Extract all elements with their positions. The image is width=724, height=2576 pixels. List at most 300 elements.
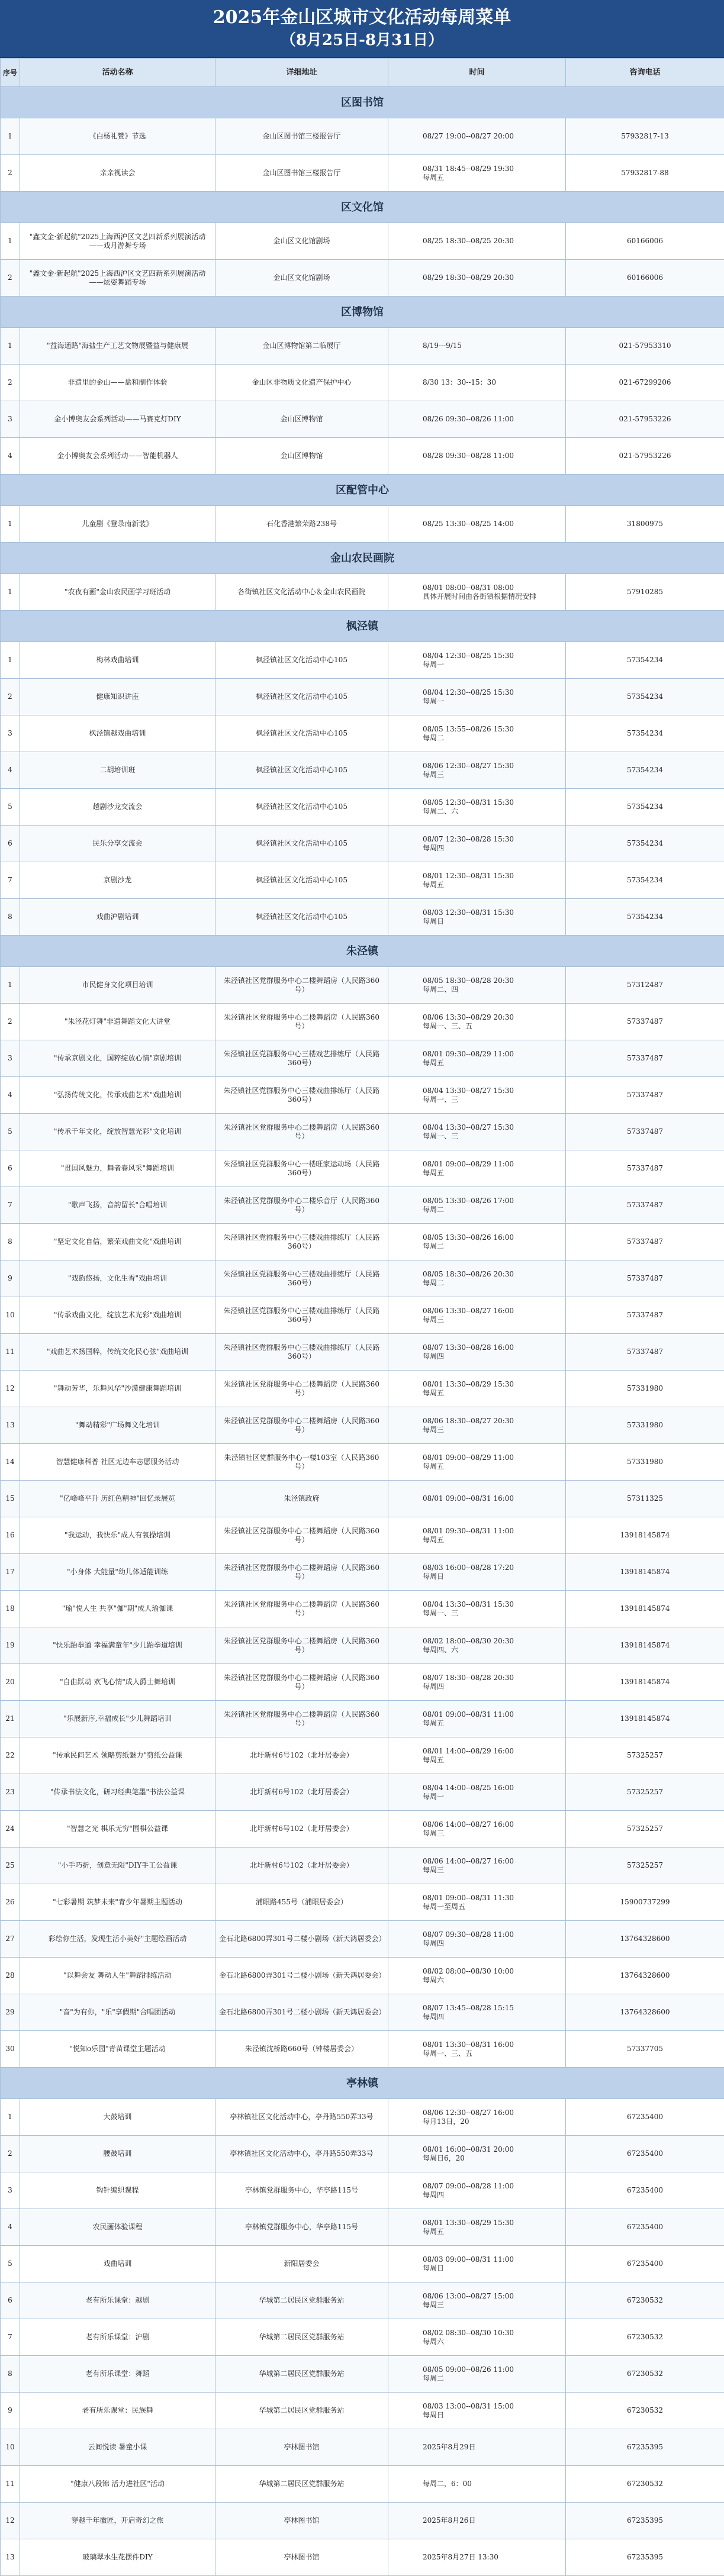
table-row (1, 1334, 724, 1371)
address-cell: 亭林镇党群服务中心，华亭路115号 (215, 2209, 388, 2246)
header-address: 详细地址 (215, 59, 388, 87)
address-cell: 华城第二居民区党群服务站 (215, 2282, 388, 2319)
section-header (1, 2068, 724, 2099)
activity-name-cell: 老有所乐课堂：民族舞 (20, 2393, 215, 2429)
address-cell: 金山区非物质文化遗产保护中心 (215, 365, 388, 401)
phone-cell: 021-67299206 (566, 365, 724, 401)
section-header (1, 543, 724, 574)
row-seq-cell: 1 (1, 328, 20, 365)
row-seq-cell: 7 (1, 1187, 20, 1224)
phone-cell: 13918145874 (566, 1627, 724, 1664)
title-banner (0, 0, 724, 58)
row-seq-cell: 17 (1, 1554, 20, 1591)
time-cell: 8/19---9/15 (388, 328, 566, 365)
phone-cell: 57354234 (566, 789, 724, 826)
time-cell: 08/01 16:00--08/31 20:00 每周日6，20 (388, 2136, 566, 2172)
activity-name-cell: 非遗里的金山——盐和制作体验 (20, 365, 215, 401)
table-row (1, 1040, 724, 1077)
address-cell: 朱泾镇社区党群服务中心一楼103室（人民路360号） (215, 1444, 388, 1481)
phone-cell: 67235395 (566, 2429, 724, 2466)
time-cell: 08/28 09:30--08/28 11:00 (388, 438, 566, 475)
activity-name-cell: "智慧之光 棋乐无穷"围棋公益课 (20, 1811, 215, 1848)
activity-name-cell: "朱泾花灯舞"非遗舞蹈文化大讲堂 (20, 1004, 215, 1040)
time-cell: 08/06 13:30--08/27 16:00 每周三 (388, 1297, 566, 1334)
phone-cell: 57337487 (566, 1077, 724, 1114)
row-seq-cell: 3 (1, 1040, 20, 1077)
address-cell: 浦眼路455号（浦眼居委会） (215, 1884, 388, 1921)
row-seq-cell: 25 (1, 1848, 20, 1884)
phone-cell: 57325257 (566, 1737, 724, 1774)
table-row (1, 679, 724, 715)
phone-cell: 13764328600 (566, 1958, 724, 1994)
section-header (1, 936, 724, 967)
row-seq-cell: 7 (1, 2319, 20, 2356)
time-cell: 08/26 09:30--08/26 11:00 (388, 401, 566, 438)
row-seq-cell: 3 (1, 401, 20, 438)
time-cell: 08/01 09:00--08/31 16:00 (388, 1481, 566, 1517)
address-cell: 金山区文化馆剧场 (215, 260, 388, 296)
header-time: 时间 (388, 59, 566, 87)
address-cell: 朱泾镇社区党群服务中心二楼舞蹈房（人民路360号） (215, 1407, 388, 1444)
address-cell: 枫泾镇社区文化活动中心105 (215, 679, 388, 715)
row-seq-cell: 9 (1, 2393, 20, 2429)
address-cell: 亭林图书馆 (215, 2429, 388, 2466)
table-row (1, 1554, 724, 1591)
row-seq-cell: 13 (1, 1407, 20, 1444)
phone-cell: 67235400 (566, 2209, 724, 2246)
time-cell: 08/06 12:30--08/27 15:30 每周三 (388, 752, 566, 789)
row-seq-cell: 26 (1, 1884, 20, 1921)
activity-name-cell: "以舞会友 舞动人生"舞蹈排练活动 (20, 1958, 215, 1994)
time-cell: 08/03 12:30--08/31 15:30 每周日 (388, 899, 566, 936)
phone-cell: 57337705 (566, 2031, 724, 2068)
phone-cell: 67230532 (566, 2356, 724, 2393)
phone-cell: 57354234 (566, 642, 724, 679)
activity-name-cell: "贯国风魅力，舞者春风采"舞蹈培训 (20, 1150, 215, 1187)
row-seq-cell: 10 (1, 1297, 20, 1334)
row-seq-cell: 15 (1, 1481, 20, 1517)
address-cell: 华城第二居民区党群服务站 (215, 2393, 388, 2429)
table-row (1, 862, 724, 899)
table-row (1, 328, 724, 365)
table-row (1, 1407, 724, 1444)
phone-cell: 021-57953226 (566, 401, 724, 438)
section-title: 金山农民画院 (1, 543, 724, 574)
phone-cell: 60166006 (566, 260, 724, 296)
table-row (1, 1958, 724, 1994)
activity-name-cell: "弘扬传统文化，传承戏曲艺术"戏曲培训 (20, 1077, 215, 1114)
row-seq-cell: 11 (1, 1334, 20, 1371)
table-row (1, 1884, 724, 1921)
row-seq-cell: 8 (1, 1224, 20, 1260)
phone-cell: 57337487 (566, 1004, 724, 1040)
row-seq-cell: 23 (1, 1774, 20, 1811)
time-cell: 08/31 18:45--08/29 19:30 每周五 (388, 155, 566, 192)
phone-cell: 57354234 (566, 679, 724, 715)
activity-name-cell: "戏曲艺术扬国粹，传统文化民心弦"戏曲培训 (20, 1334, 215, 1371)
table-row (1, 715, 724, 752)
activity-name-cell: 大鼓培训 (20, 2099, 215, 2136)
section-title: 朱泾镇 (1, 936, 724, 967)
phone-cell: 57337487 (566, 1114, 724, 1150)
address-cell: 华城第二居民区党群服务站 (215, 2319, 388, 2356)
section-header (1, 192, 724, 223)
time-cell: 08/06 14:00--08/27 16:00 每周三 (388, 1848, 566, 1884)
time-cell: 08/05 18:30--08/26 20:30 每周二 (388, 1260, 566, 1297)
table-row (1, 2466, 724, 2503)
phone-cell: 13764328600 (566, 1921, 724, 1958)
phone-cell: 57312487 (566, 967, 724, 1004)
table-row (1, 1114, 724, 1150)
time-cell: 08/07 09:00--08/28 11:00 每周四 (388, 2172, 566, 2209)
table-row (1, 2539, 724, 2576)
time-cell: 08/06 13:30--08/29 20:30 每周一、三、五 (388, 1004, 566, 1040)
row-seq-cell: 1 (1, 223, 20, 260)
row-seq-cell: 14 (1, 1444, 20, 1481)
row-seq-cell: 16 (1, 1517, 20, 1554)
activity-name-cell: "传承京剧文化，国粹绽放心情"京剧培训 (20, 1040, 215, 1077)
table-row (1, 118, 724, 155)
address-cell: 华城第二居民区党群服务站 (215, 2466, 388, 2503)
phone-cell: 57354234 (566, 752, 724, 789)
table-row (1, 1664, 724, 1701)
section-title: 区配管中心 (1, 475, 724, 506)
address-cell: 枫泾镇社区文化活动中心105 (215, 789, 388, 826)
time-cell: 08/04 13:30--08/27 15:30 每周一、三 (388, 1114, 566, 1150)
time-cell: 08/04 13:30--08/27 15:30 每周一、三 (388, 1077, 566, 1114)
address-cell: 朱泾镇社区党群服务中心三楼戏曲排练厅（人民路360号） (215, 1334, 388, 1371)
phone-cell: 57337487 (566, 1224, 724, 1260)
address-cell: 枫泾镇社区文化活动中心105 (215, 862, 388, 899)
address-cell: 朱泾镇社区党群服务中心二楼舞蹈房（人民路360号） (215, 1591, 388, 1627)
address-cell: 朱泾镇社区党群服务中心二楼舞蹈房（人民路360号） (215, 967, 388, 1004)
activity-name-cell: 枫泾镇越戏曲培训 (20, 715, 215, 752)
header-phone: 咨询电话 (566, 59, 724, 87)
phone-cell: 57337487 (566, 1187, 724, 1224)
phone-cell: 15900737299 (566, 1884, 724, 1921)
table-row (1, 642, 724, 679)
activity-name-cell: "舞动芳华，乐舞风华"沙漠健康舞蹈培训 (20, 1371, 215, 1407)
activity-name-cell: "歌声飞扬，音韵留长"合唱培训 (20, 1187, 215, 1224)
address-cell: 北圩新村6号102（北圩居委会） (215, 1848, 388, 1884)
table-row (1, 401, 724, 438)
row-seq-cell: 1 (1, 2099, 20, 2136)
phone-cell: 57337487 (566, 1150, 724, 1187)
activity-name-cell: 老有所乐课堂：沪剧 (20, 2319, 215, 2356)
address-cell: 金山区博物馆第二临展厅 (215, 328, 388, 365)
phone-cell: 57337487 (566, 1334, 724, 1371)
row-seq-cell: 20 (1, 1664, 20, 1701)
address-cell: 朱泾镇社区党群服务中心二楼舞蹈房（人民路360号） (215, 1664, 388, 1701)
row-seq-cell: 10 (1, 2429, 20, 2466)
activity-name-cell: 穿越千年徽匠，开启奇幻之旅 (20, 2503, 215, 2539)
time-cell: 08/03 16:00--08/28 17:20 每周日 (388, 1554, 566, 1591)
time-cell: 08/25 13:30--08/25 14:00 (388, 506, 566, 543)
activity-name-cell: 农民画体验课程 (20, 2209, 215, 2246)
address-cell: 北圩新村6号102（北圩居委会） (215, 1774, 388, 1811)
activity-name-cell: 梅林戏曲培训 (20, 642, 215, 679)
row-seq-cell: 2 (1, 260, 20, 296)
table-row (1, 789, 724, 826)
address-cell: 石化香港繁荣路238号 (215, 506, 388, 543)
section-title: 区博物馆 (1, 296, 724, 328)
address-cell: 亭林镇社区文化活动中心，亭丹路550弄33号 (215, 2136, 388, 2172)
section-header (1, 296, 724, 328)
table-row (1, 1774, 724, 1811)
table-row (1, 2282, 724, 2319)
table-row (1, 1811, 724, 1848)
address-cell: 朱泾镇社区党群服务中心二楼舞蹈房（人民路360号） (215, 1517, 388, 1554)
row-seq-cell: 4 (1, 2209, 20, 2246)
row-seq-cell: 4 (1, 1077, 20, 1114)
address-cell: 金石北路6800弄301号二楼小剧场（新天鸿居委会） (215, 1958, 388, 1994)
time-cell: 2025年8月29日 (388, 2429, 566, 2466)
phone-cell: 13918145874 (566, 1701, 724, 1737)
table-row (1, 826, 724, 862)
row-seq-cell: 9 (1, 1260, 20, 1297)
row-seq-cell: 2 (1, 155, 20, 192)
table-row (1, 1848, 724, 1884)
address-cell: 北圩新村6号102（北圩居委会） (215, 1811, 388, 1848)
address-cell: 朱泾镇政府 (215, 1481, 388, 1517)
time-cell: 08/01 13:30--08/29 15:30 每周五 (388, 1371, 566, 1407)
row-seq-cell: 3 (1, 2172, 20, 2209)
section-title: 枫泾镇 (1, 611, 724, 642)
address-cell: 枫泾镇社区文化活动中心105 (215, 752, 388, 789)
table-row (1, 1224, 724, 1260)
time-cell: 08/29 18:30--08/29 20:30 (388, 260, 566, 296)
table-row (1, 2136, 724, 2172)
time-cell: 2025年8月27日 13:30 (388, 2539, 566, 2576)
phone-cell: 60166006 (566, 223, 724, 260)
table-row (1, 155, 724, 192)
activity-name-cell: "传承戏曲文化，绽放艺术光彩"戏曲培训 (20, 1297, 215, 1334)
table-row (1, 365, 724, 401)
time-cell: 每周二，6：00 (388, 2466, 566, 2503)
table-row (1, 2356, 724, 2393)
time-cell: 08/01 14:00--08/29 16:00 每周五 (388, 1737, 566, 1774)
address-cell: 金石北路6800弄301号二楼小剧场（新天鸿居委会） (215, 1994, 388, 2031)
time-cell: 08/02 08:30--08/30 10:30 每周六 (388, 2319, 566, 2356)
table-row (1, 1517, 724, 1554)
activity-name-cell: 金小博奥友会系列活动——马赛克灯DIY (20, 401, 215, 438)
table-row (1, 1444, 724, 1481)
time-cell: 08/07 12:30--08/28 15:30 每周四 (388, 826, 566, 862)
phone-cell: 67230532 (566, 2319, 724, 2356)
activity-name-cell: 二胡培训班 (20, 752, 215, 789)
time-cell: 08/03 09:00--08/31 11:00 每周日 (388, 2246, 566, 2282)
time-cell: 08/01 09:00--08/29 11:00 每周五 (388, 1444, 566, 1481)
time-cell: 08/07 18:30--08/28 20:30 每周四 (388, 1664, 566, 1701)
table-row (1, 223, 724, 260)
row-seq-cell: 4 (1, 752, 20, 789)
time-cell: 08/01 08:00--08/31 08:00 具体开展时间由各街镇根据情况安排 (388, 574, 566, 611)
activity-name-cell: 市民健身文化项目培训 (20, 967, 215, 1004)
activity-name-cell: 金小博奥友会系列活动——智能机器人 (20, 438, 215, 475)
row-seq-cell: 2 (1, 679, 20, 715)
address-cell: 朱泾镇社区党群服务中心一楼旺家运动场（人民路360号） (215, 1150, 388, 1187)
row-seq-cell: 21 (1, 1701, 20, 1737)
row-seq-cell: 13 (1, 2539, 20, 2576)
phone-cell: 57337487 (566, 1297, 724, 1334)
activity-name-cell: "我运动，我快乐"成人有氧操培训 (20, 1517, 215, 1554)
table-row (1, 1627, 724, 1664)
section-header (1, 87, 724, 118)
row-seq-cell: 1 (1, 574, 20, 611)
table-row (1, 1077, 724, 1114)
row-seq-cell: 22 (1, 1737, 20, 1774)
address-cell: 朱泾镇社区党群服务中心三楼戏曲排练厅（人民路360号） (215, 1224, 388, 1260)
activity-name-cell: 健康知识讲座 (20, 679, 215, 715)
time-cell: 08/07 13:30--08/28 16:00 每周四 (388, 1334, 566, 1371)
address-cell: 朱泾镇社区党群服务中心二楼舞蹈房（人民路360号） (215, 1627, 388, 1664)
activity-name-cell: 玻璃翠水生花摆件DIY (20, 2539, 215, 2576)
table-row (1, 1150, 724, 1187)
phone-cell: 67235400 (566, 2099, 724, 2136)
activity-name-cell: 钩针编织课程 (20, 2172, 215, 2209)
address-cell: 朱泾镇社区党群服务中心三楼戏曲排练厅（人民路360号） (215, 1077, 388, 1114)
row-seq-cell: 1 (1, 642, 20, 679)
address-cell: 亭林镇党群服务中心，华亭路115号 (215, 2172, 388, 2209)
phone-cell: 67235395 (566, 2503, 724, 2539)
activity-name-cell: 老有所乐课堂：舞蹈 (20, 2356, 215, 2393)
time-cell: 08/05 09:00--08/26 11:00 每周二 (388, 2356, 566, 2393)
address-cell: 金山区图书馆三楼报告厅 (215, 118, 388, 155)
row-seq-cell: 19 (1, 1627, 20, 1664)
address-cell: 金山区博物馆 (215, 401, 388, 438)
phone-cell: 57337487 (566, 1260, 724, 1297)
activity-name-cell: 京剧沙龙 (20, 862, 215, 899)
row-seq-cell: 8 (1, 2356, 20, 2393)
row-seq-cell: 24 (1, 1811, 20, 1848)
time-cell: 08/01 12:30--08/31 15:30 每周五 (388, 862, 566, 899)
activity-name-cell: 儿童剧《登录南新装》 (20, 506, 215, 543)
address-cell: 朱泾镇社区党群服务中心二楼舞蹈房（人民路360号） (215, 1371, 388, 1407)
table-row (1, 1921, 724, 1958)
activity-name-cell: 老有所乐课堂：越剧 (20, 2282, 215, 2319)
time-cell: 08/07 09:30--08/28 11:00 每周四 (388, 1921, 566, 1958)
row-seq-cell: 1 (1, 506, 20, 543)
table-row (1, 2393, 724, 2429)
row-seq-cell: 28 (1, 1958, 20, 1994)
phone-cell: 021-57953226 (566, 438, 724, 475)
row-seq-cell: 27 (1, 1921, 20, 1958)
table-row (1, 574, 724, 611)
address-cell: 枫泾镇社区文化活动中心105 (215, 715, 388, 752)
time-cell: 08/02 18:00--08/30 20:30 每周四、六 (388, 1627, 566, 1664)
time-cell: 8/30 13：30--15：30 (388, 365, 566, 401)
activity-name-cell: 戏曲沪剧培训 (20, 899, 215, 936)
activity-name-cell: 云间悦读 暑童小课 (20, 2429, 215, 2466)
address-cell: 枫泾镇社区文化活动中心105 (215, 826, 388, 862)
address-cell: 朱泾镇社区党群服务中心二楼舞蹈房（人民路360号） (215, 1701, 388, 1737)
phone-cell: 57331980 (566, 1444, 724, 1481)
address-cell: 金石北路6800弄301号二楼小剧场（新天鸿居委会） (215, 1921, 388, 1958)
address-cell: 亭林图书馆 (215, 2539, 388, 2576)
phone-cell: 57932817-88 (566, 155, 724, 192)
phone-cell: 13918145874 (566, 1591, 724, 1627)
time-cell: 08/01 13:30--08/29 15:30 每周五 (388, 2209, 566, 2246)
activity-name-cell: 民乐分享交流会 (20, 826, 215, 862)
row-seq-cell: 7 (1, 862, 20, 899)
phone-cell: 13918145874 (566, 1664, 724, 1701)
table-header-row (1, 59, 724, 87)
time-cell: 08/01 09:00--08/31 11:00 每周五 (388, 1701, 566, 1737)
row-seq-cell: 2 (1, 1004, 20, 1040)
time-cell: 08/04 13:30--08/31 15:30 每周一、三 (388, 1591, 566, 1627)
table-row (1, 2503, 724, 2539)
page-title: 2025年金山区城市文化活动每周菜单 (0, 6, 724, 30)
activity-name-cell: 智慧健康科普 社区无边车志愿服务活动 (20, 1444, 215, 1481)
table-row (1, 967, 724, 1004)
row-seq-cell: 4 (1, 438, 20, 475)
phone-cell: 67230532 (566, 2466, 724, 2503)
phone-cell: 57331980 (566, 1371, 724, 1407)
table-row (1, 1994, 724, 2031)
header-name: 活动名称 (20, 59, 215, 87)
phone-cell: 31800975 (566, 506, 724, 543)
address-cell: 朱泾镇社区党群服务中心二楼舞蹈房（人民路360号） (215, 1114, 388, 1150)
phone-cell: 57325257 (566, 1848, 724, 1884)
row-seq-cell: 2 (1, 2136, 20, 2172)
row-seq-cell: 8 (1, 899, 20, 936)
table-row (1, 1004, 724, 1040)
phone-cell: 67235395 (566, 2539, 724, 2576)
time-cell: 08/01 09:30--08/31 11:00 每周五 (388, 1517, 566, 1554)
phone-cell: 57910285 (566, 574, 724, 611)
row-seq-cell: 29 (1, 1994, 20, 2031)
address-cell: 枫泾镇社区文化活动中心105 (215, 642, 388, 679)
activity-name-cell: "戏韵悠扬，文化生香"戏曲培训 (20, 1260, 215, 1297)
activity-name-cell: "小手巧折，创意无限"DIY手工公益课 (20, 1848, 215, 1884)
table-row (1, 2246, 724, 2282)
table-body (1, 87, 724, 2576)
activity-name-cell: "传承民间艺术 领略剪纸魅力"剪纸公益课 (20, 1737, 215, 1774)
row-seq-cell: 5 (1, 2246, 20, 2282)
phone-cell: 57932817-13 (566, 118, 724, 155)
activity-name-cell: "传承千年文化，绽放智慧光彩"文化培训 (20, 1114, 215, 1150)
row-seq-cell: 30 (1, 2031, 20, 2068)
activity-name-cell: 戏曲培训 (20, 2246, 215, 2282)
time-cell: 08/06 18:30--08/27 20:30 每周三 (388, 1407, 566, 1444)
row-seq-cell: 5 (1, 1114, 20, 1150)
address-cell: 枫泾镇社区文化活动中心105 (215, 899, 388, 936)
header-seq: 序号 (1, 59, 20, 87)
row-seq-cell: 18 (1, 1591, 20, 1627)
phone-cell: 57325257 (566, 1774, 724, 1811)
activity-name-cell: "亿峰峰平升 历红色精神"回忆录展览 (20, 1481, 215, 1517)
table-row (1, 1371, 724, 1407)
time-cell: 08/01 09:00--08/31 11:30 每周一至周五 (388, 1884, 566, 1921)
phone-cell: 67235400 (566, 2136, 724, 2172)
address-cell: 朱泾镇社区党群服务中心三楼戏艺排练厅（人民路360号） (215, 1040, 388, 1077)
table-row (1, 1260, 724, 1297)
address-cell: 北圩新村6号102（北圩居委会） (215, 1737, 388, 1774)
time-cell: 08/04 14:00--08/25 16:00 每周一 (388, 1774, 566, 1811)
address-cell: 朱泾镇社区党群服务中心三楼戏曲排练厅（人民路360号） (215, 1260, 388, 1297)
row-seq-cell: 12 (1, 2503, 20, 2539)
table-row (1, 2209, 724, 2246)
phone-cell: 13764328600 (566, 1994, 724, 2031)
activity-name-cell: 彩绘你生活，发现生活小美好"主题绘画活动 (20, 1921, 215, 1958)
section-title: 区文化馆 (1, 192, 724, 223)
time-cell: 08/03 13:00--08/31 15:00 每周日 (388, 2393, 566, 2429)
time-cell: 08/06 14:00--08/27 16:00 每周三 (388, 1811, 566, 1848)
address-cell: 朱泾镇社区党群服务中心二楼舞蹈房（人民路360号） (215, 1004, 388, 1040)
phone-cell: 13918145874 (566, 1517, 724, 1554)
activity-table (0, 58, 724, 2576)
time-cell: 08/04 12:30--08/25 15:30 每周一 (388, 679, 566, 715)
